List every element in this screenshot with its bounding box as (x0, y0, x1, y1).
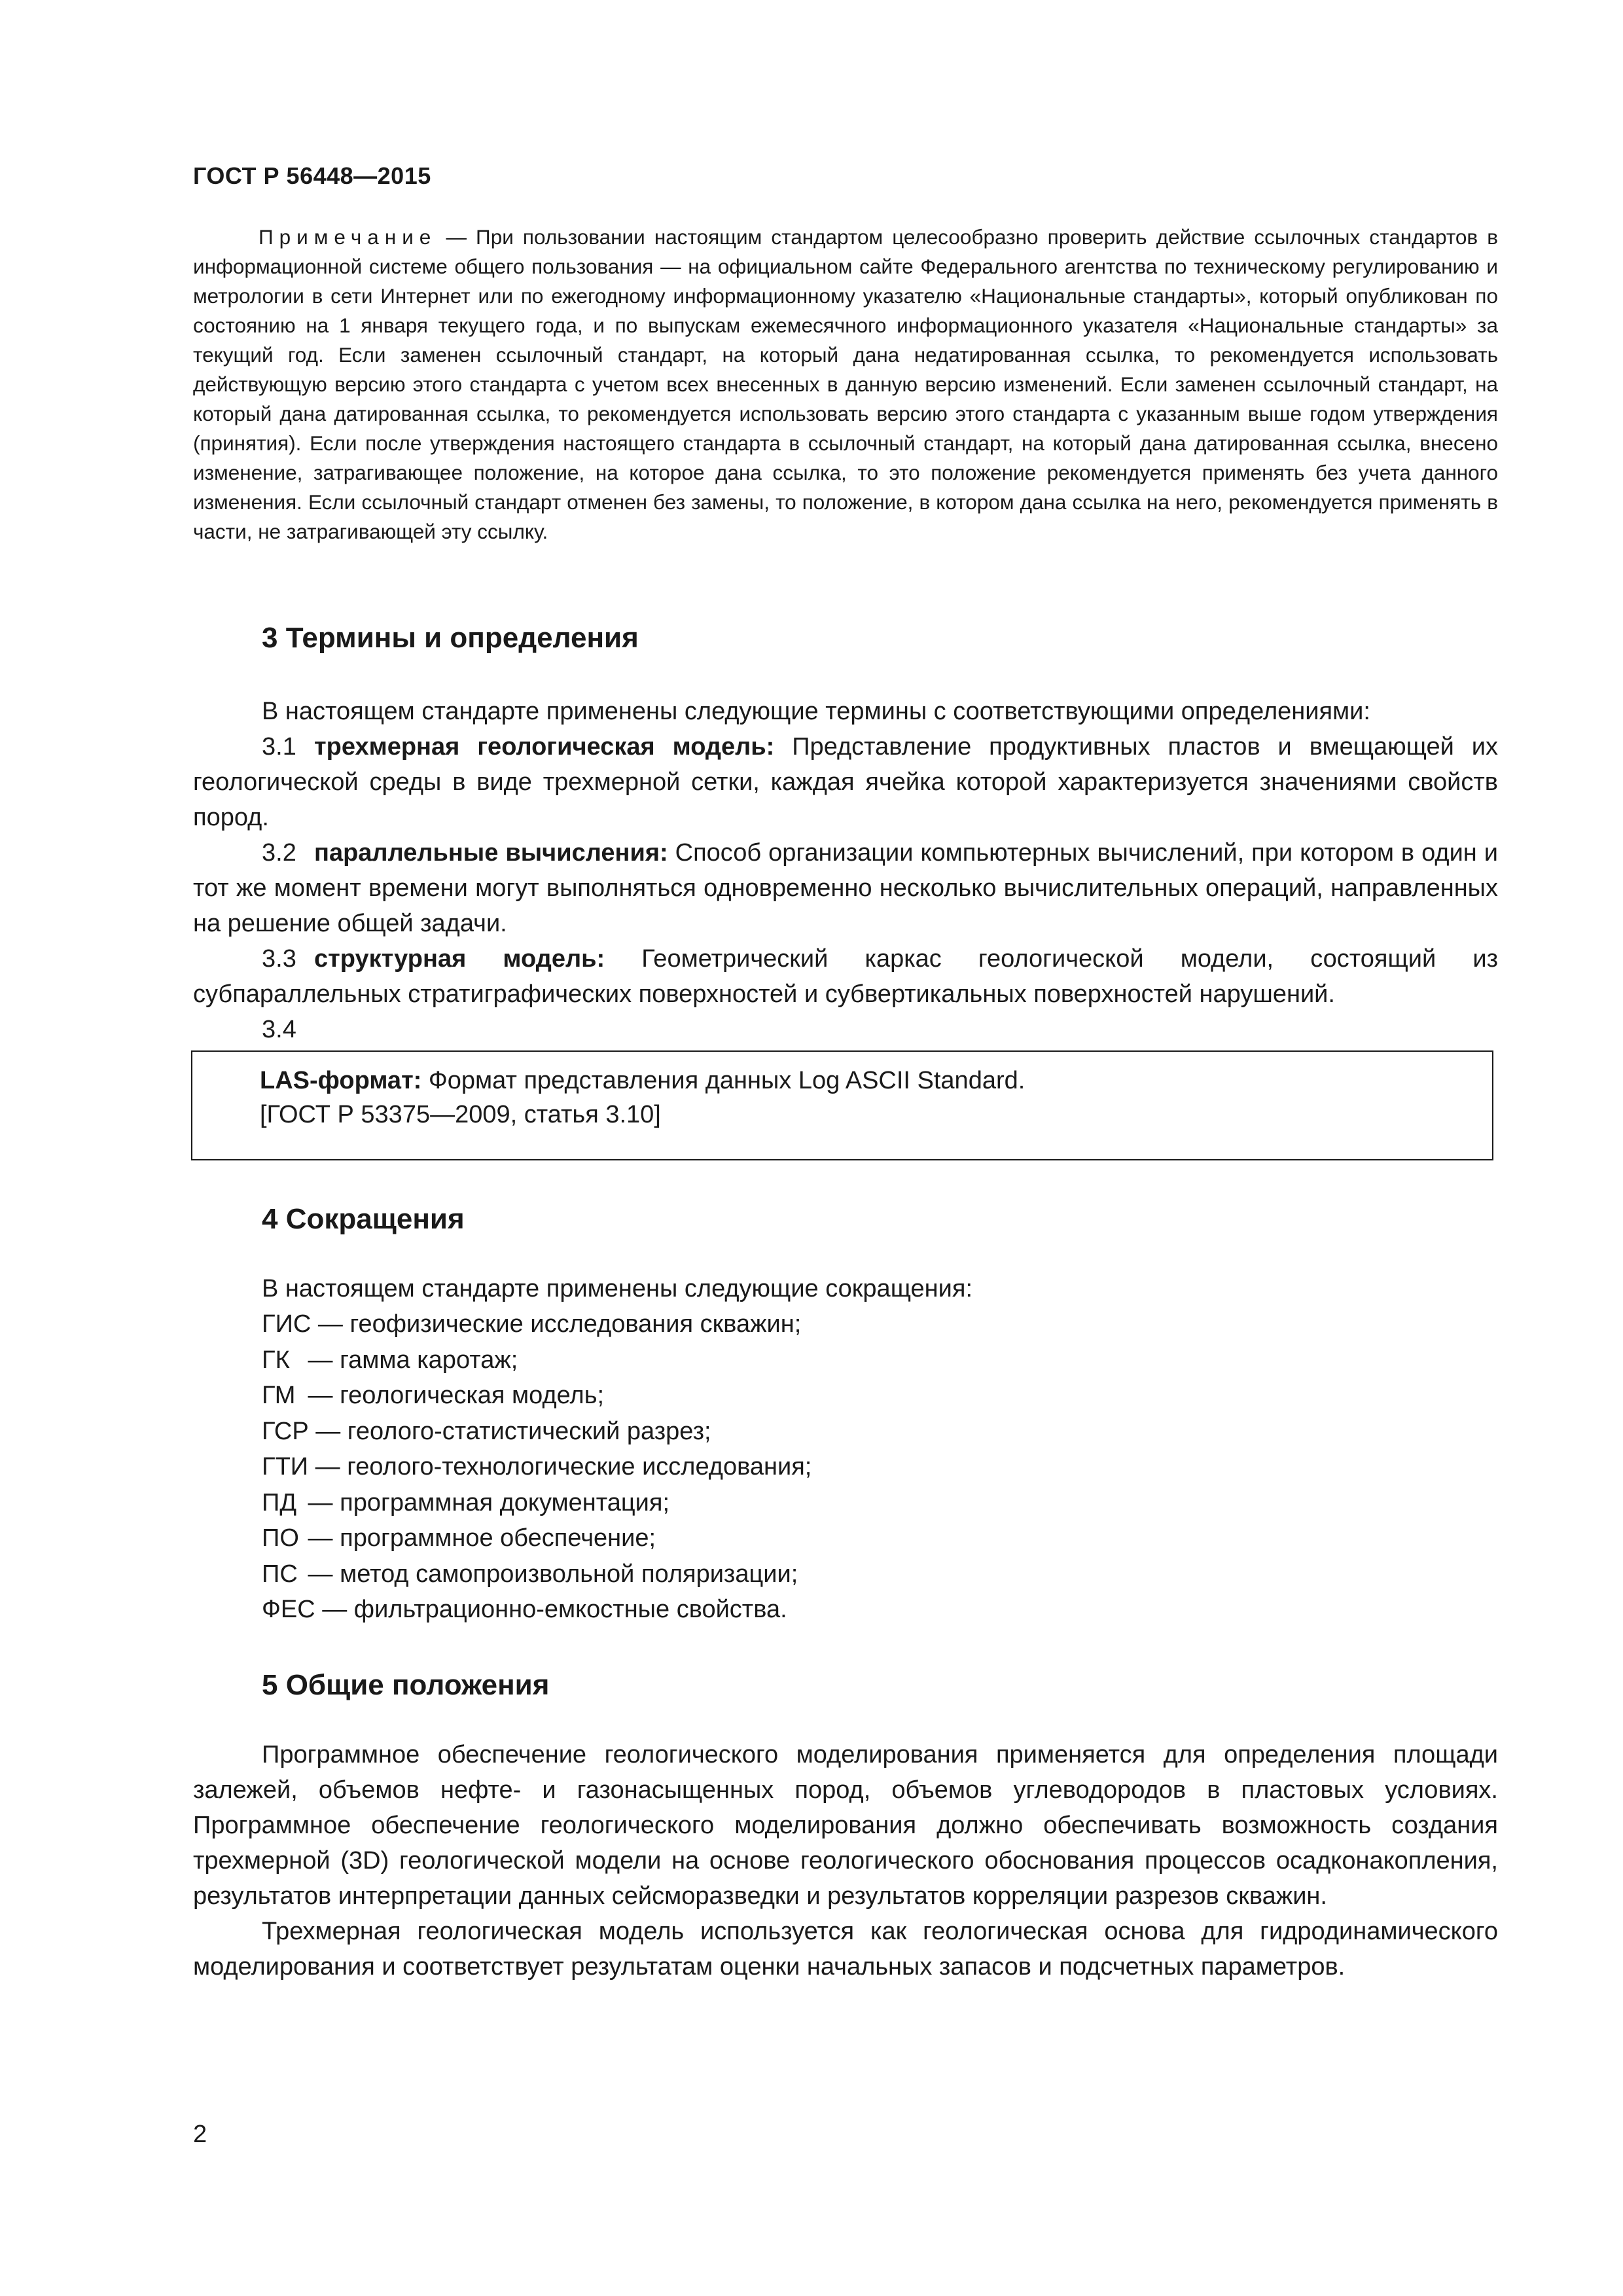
term-3-4 (193, 1012, 1498, 1047)
section-4-title: 4 Сокращения (262, 1203, 465, 1235)
abbr-text: — геофизические исследования скважин; (311, 1310, 802, 1338)
section-5-body (193, 1737, 1498, 1984)
list-item (262, 1342, 812, 1378)
term-name: LAS-формат: (260, 1067, 422, 1094)
term-definition: Способ организации компьютерных вычислений, при котором в один и тот же момент времени могут выполняться одновременно несколько вычислительных операций, направленных на решение общей задачи. (193, 839, 1498, 937)
boxed-term-las-format (191, 1050, 1493, 1160)
term-number: 3.3 (262, 945, 296, 973)
abbr-code: ПС (262, 1560, 298, 1588)
abbr-code: ГИС (262, 1310, 312, 1338)
section-5-title: 5 Общие положения (262, 1669, 550, 1701)
list-item (262, 1306, 812, 1342)
term-number: 3.1 (262, 733, 296, 761)
abbr-code: ГТИ (262, 1453, 309, 1480)
abbr-text: — геологическая модель; (301, 1382, 605, 1409)
list-item (262, 1378, 812, 1414)
abbreviation-list (262, 1306, 812, 1628)
abbr-text: — геолого-статистический разрез; (308, 1417, 711, 1445)
term-number: 3.4 (262, 1016, 296, 1043)
section-3-body (193, 694, 1498, 1047)
abbr-text: — фильтрационно-емкостные свойства. (315, 1596, 787, 1623)
abbr-text: — гамма каротаж; (301, 1346, 518, 1374)
abbr-text: — программное обеспечение; (301, 1524, 656, 1552)
abbr-text: — геолого-технологические исследования; (308, 1453, 812, 1480)
term-definition: Представление продуктивных пластов и вмещающей их геологической среды в виде трехмерной сетки, каждая ячейка которой характеризуется значениями свойств пород. (193, 733, 1498, 831)
term-3-1 (193, 729, 1498, 835)
list-item (262, 1485, 812, 1521)
document-code-header: ГОСТ Р 56448—2015 (193, 162, 431, 189)
note-text: — При пользовании настоящим стандартом целесообразно проверить действие ссылочных стандартов в информационной системе общего пользования — на официальном сайте Федерального агентства по техническому регулированию и метрологии в сети Интернет или по ежегодному информационному указателю «Национальные стандарты», который опубликован по состоянию на 1 января текущего года, и по выпускам ежемесячного информационного указателя «Национальные стандарты» за текущий год. Если заменен ссылочный стандарт, на который дана недатированная ссылка, то рекомендуется использовать действующую версию этого стандарта с учетом всех внесенных в данную версию изменений. Если заменен ссылочный стандарт, на который дана датированная ссылка, то рекомендуется использовать версию этого стандарта с указанным выше годом утверждения (принятия). Если после утверждения настоящего стандарта в ссылочный стандарт, на который дана датированная ссылка, внесено изменение, затрагивающее положение, на которое дана ссылка, то это положение рекомендуется применять без учета данного изменения. Если ссылочный стандарт отменен без замены, то положение, в котором дана ссылка на него, рекомендуется применять в части, не затрагивающей эту ссылку. (193, 225, 1498, 543)
list-item (262, 1520, 812, 1556)
note-label: Примечание (259, 225, 437, 249)
abbr-text: — программная документация; (301, 1488, 670, 1516)
term-3-3 (193, 941, 1498, 1012)
term-name: параллельные вычисления: (314, 839, 668, 867)
abbr-code: ФЕС (262, 1596, 315, 1623)
section-3-intro: В настоящем стандарте применены следующие термины с соответствующими определениями: (262, 698, 1370, 725)
abbr-code: ГМ (262, 1382, 296, 1409)
term-definition: Формат представления данных Log ASCII Standard. (421, 1067, 1026, 1094)
term-definition: Геометрический каркас геологической модели, состоящий из субпараллельных стратиграфических поверхностей и субвертикальных поверхностей нарушений. (193, 945, 1499, 1008)
abbr-code: ГСР (262, 1417, 309, 1445)
boxed-term-source: [ГОСТ Р 53375—2009, статья 3.10] (260, 1101, 661, 1128)
list-item (262, 1414, 812, 1450)
reference-note (193, 223, 1498, 547)
term-name: трехмерная геологическая модель: (314, 733, 775, 761)
list-item (262, 1556, 812, 1592)
abbr-code: ПД (262, 1488, 297, 1516)
section-4-intro: В настоящем стандарте применены следующие сокращения: (262, 1275, 973, 1302)
section-5-paragraph-1: Программное обеспечение геологического моделирования применяется для определения площади залежей, объемов нефте- и газонасыщенных пород, объемов углеводородов в пластовых условиях. Программное обеспечение геологического моделирования должно обеспечивать возможность создания трехмерной (3D) геологической модели на основе геологического обоснования процессов осадконакопления, результатов интерпретации данных сейсморазведки и результатов корреляции разрезов скважин. (193, 1741, 1498, 1910)
boxed-term-line (260, 1065, 1025, 1096)
section-5-paragraph-2: Трехмерная геологическая модель используется как геологическая основа для гидродинамического моделирования и соответствует результатам оценки начальных запасов и подсчетных параметров. (193, 1918, 1498, 1981)
list-item (262, 1592, 812, 1628)
list-item (262, 1449, 812, 1485)
abbr-code: ГК (262, 1346, 290, 1374)
abbr-text: — метод самопроизвольной поляризации; (301, 1560, 798, 1588)
term-name: структурная модель: (314, 945, 605, 973)
abbr-code: ПО (262, 1524, 299, 1552)
page-number: 2 (193, 2121, 207, 2148)
term-3-2 (193, 835, 1498, 941)
term-number: 3.2 (262, 839, 296, 867)
section-3-title: 3 Термины и определения (262, 622, 639, 654)
